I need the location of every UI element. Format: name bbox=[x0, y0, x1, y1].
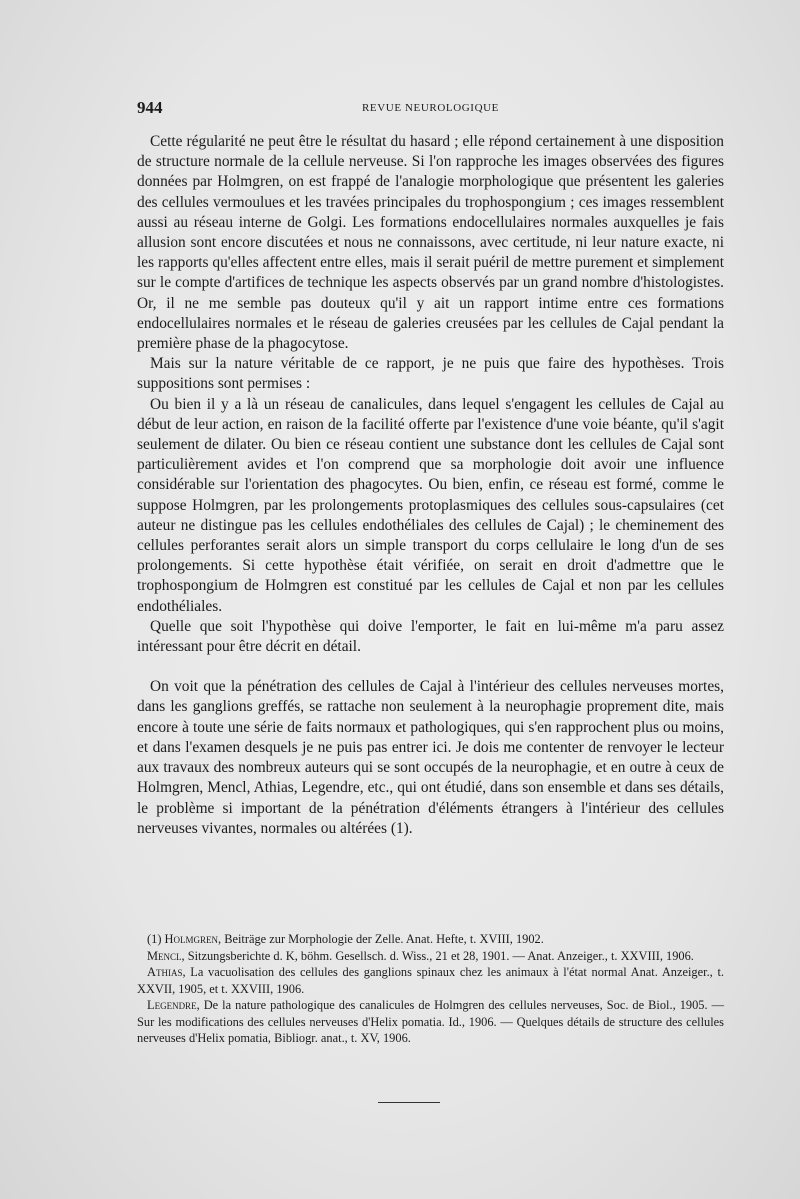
end-rule-divider bbox=[378, 1102, 440, 1103]
running-head: REVUE NEUROLOGIQUE bbox=[362, 102, 499, 114]
footnote-2-author: Mencl bbox=[147, 948, 182, 963]
footnote-3 bbox=[137, 964, 724, 997]
footnote-2 bbox=[137, 948, 724, 965]
paragraph-2: Mais sur la nature véritable de ce rapport, je ne puis que faire des hypothèses. Trois suppositions sont permises : bbox=[137, 355, 724, 393]
footnote-2-text: , Sitzungsberichte d. K, böhm. Gesellsch. d. Wiss., 21 et 28, 1901. — Anat. Anzeiger., t. XXVIII, 1906. bbox=[181, 948, 694, 963]
footnote-4 bbox=[137, 997, 724, 1047]
page-header bbox=[137, 98, 724, 118]
paragraph-3: Ou bien il y a là un réseau de canalicules, dans lequel s'engagent les cellules de Cajal au début de leur action, en raison de la facilité offerte par l'existence d'une voie béante, qu'il s'agit seulement de dilater. Ou bien ce réseau contient une substance dont les cellules de Cajal sont particulièrement avides et l'on comprend que sa morphologie doit avoir une influence considérable sur l'orientation des phagocytes. Ou bien, enfin, ce réseau est formé, comme le suppose Holmgren, par les prolongements protoplasmiques des cellules sous-capsulaires (cet auteur ne distingue pas les cellules endothéliales des cellules de Cajal) ; le cheminement des cellules perforantes serait alors un simple transport du corps cellulaire le long d'un de ses prolongements. Si cette hypothèse était vérifiée, on serait en droit d'admettre que le trophospongium de Holmgren est constitué par les cellules de Cajal et non par les cellules endothéliales. bbox=[137, 395, 724, 615]
body-text bbox=[137, 132, 724, 839]
footnotes bbox=[137, 931, 724, 1047]
footnote-1-prefix: (1) bbox=[147, 932, 165, 946]
paragraph-4: Quelle que soit l'hypothèse qui doive l'emporter, le fait en lui-même m'a paru assez intéressant pour être décrit en détail. bbox=[137, 617, 724, 656]
footnote-1-text: , Beiträge zur Morphologie der Zelle. Anat. Hefte, t. XVIII, 1902. bbox=[218, 932, 544, 946]
footnote-4-text: , De la nature pathologique des canalicules de Holmgren des cellules nerveuses, Soc. de Biol., 1905. — Sur les modifications des cellules nerveuses d'Helix pomatia. Id., 1906. — Quelques détails de structure des cellules nerveuses d'Helix pomatia, Bibliogr. anat., t. XV, 1906. bbox=[137, 998, 724, 1045]
section-gap bbox=[137, 657, 724, 677]
footnote-3-author: Athias bbox=[147, 965, 183, 979]
paragraph-5: On voit que la pénétration des cellules de Cajal à l'intérieur des cellules nerveuses mortes, dans les ganglions greffés, se rattache non seulement à la neurophagie proprement dite, mais encore à toute une série de faits normaux et pathologiques, qui s'en rapprochent plus ou moins, et dans l'examen desquels je ne puis pas entrer ici. Je dois me contenter de renvoyer le lecteur aux travaux des nombreux auteurs qui se sont occupés de la neurophagie, et en outre à ceux de Holmgren, Mencl, Athias, Legendre, etc., qui ont étudié, dans son ensemble et dans ses détails, le problème si important de la pénétration d'éléments étrangers à l'intérieur des cellules nerveuses vivantes, normales ou altérées (1). bbox=[137, 678, 724, 837]
footnote-3-text: , La vacuolisation des cellules des ganglions spinaux chez les animaux à l'état normal Anat. Anzeiger., t. XXVII, 1905, et t. XXVIII, 1906. bbox=[137, 965, 724, 996]
footnote-4-author: Legendre bbox=[147, 998, 197, 1012]
footnote-1 bbox=[137, 931, 724, 948]
paragraph-1: Cette régularité ne peut être le résultat du hasard ; elle répond certainement à une disposition de structure normale de la cellule nerveuse. Si l'on rapproche les images observées des figures données par Holmgren, on est frappé de l'analogie morphologique que présentent les galeries des cellules vermoulues et les travées principales du trophospongium ; ces images ressemblent aussi au réseau interne de Golgi. Les formations endocellulaires normales auxquelles je fais allusion sont encore discutées et nous ne connaissons, avec certitude, ni leur nature exacte, ni les rapports qu'elles affectent entre elles, mais il serait puéril de mettre purement et simplement sur le compte d'artifices de technique les aspects observés par un grand nombre d'histologistes. Or, il ne me semble pas douteux qu'il y ait un rapport intime entre ces formations endocellulaires normales et le réseau de galeries creusées par les cellules de Cajal pendant la première phase de la phagocytose. bbox=[137, 133, 724, 353]
page-number: 944 bbox=[137, 98, 163, 117]
footnote-1-author: Holmgren bbox=[164, 932, 218, 946]
